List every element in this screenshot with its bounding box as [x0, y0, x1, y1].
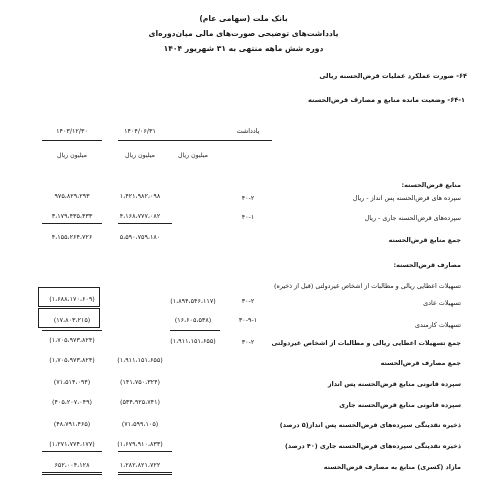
- unit-label-c3: میلیون ریال: [57, 152, 87, 159]
- total-line-c2: [118, 451, 172, 452]
- unit-label-c2: میلیون ریال: [125, 152, 155, 159]
- prior-date-header: ۱۴۰۳/۱۲/۳۰: [56, 127, 88, 135]
- company-name: بانک ملت (سهامی عام): [199, 14, 288, 23]
- row-label: تسهیلات کارمندی: [415, 321, 461, 329]
- row-value-prior: ۹۷۵،۸۲۹،۲۹۳: [54, 192, 90, 200]
- row-label: سپرده های قرض‌الحسنه پس انداز - ریال: [352, 194, 461, 202]
- period-title: دوره شش ماهه منتهی به ۳۱ شهریور ۱۴۰۴: [163, 44, 324, 53]
- row-label: منابع قرض‌الحسنه:: [401, 181, 461, 189]
- row-value-prior: (۱،۶۸۸،۱۷۰،۶۰۹): [49, 295, 95, 303]
- row-value-current: ۱،۴۲۱،۹۸۲،۰۹۸: [119, 192, 161, 200]
- current-date-underline: [118, 140, 272, 141]
- row-label: تسهیلات عادی: [423, 299, 461, 307]
- unit-label-c1: میلیون ریال: [178, 152, 208, 159]
- subsection-title: ۶۴-۱- وضعیت مانده منابع و مصارف قرض‌الحسنه: [308, 96, 465, 104]
- row-value-prior: ۶۵۲،۰۰۴،۱۲۸: [54, 461, 90, 469]
- row-value-c1: (۱،۹۱۱،۱۵۱،۶۵۵): [170, 337, 216, 345]
- document-title: یادداشت‌های توضیحی صورت‌های مالی میان‌دوره‌ای: [148, 29, 339, 38]
- row-value-c1: (۱۶،۶۰۵،۵۳۸): [174, 316, 212, 324]
- row-value-current: ۵،۵۹۰،۷۵۹،۱۸۰: [119, 233, 161, 241]
- row-value-prior: (۴۰۵،۲۰۷،۰۴۹): [51, 398, 92, 406]
- value-box-staff: [38, 308, 100, 328]
- subtotal-line-c3: [42, 223, 102, 224]
- note-column-header: یادداشت: [236, 127, 260, 135]
- double-line-c2-a: [118, 472, 172, 473]
- double-line-c3-b: [42, 474, 102, 475]
- row-note: ۳۰-۹-۱: [238, 316, 258, 324]
- row-value-current: ۱،۲۸۲،۸۲۱،۷۲۲: [119, 461, 161, 469]
- row-value-prior: (۱،۷۰۵،۹۷۳،۸۲۴): [49, 336, 95, 344]
- row-value-current: ۴،۱۶۸،۷۷۷،۰۸۲: [119, 212, 161, 220]
- row-label: جمع منابع قرض‌الحسنه: [388, 236, 461, 244]
- double-line-c3-a: [42, 472, 102, 473]
- subtotal-line-c3b: [42, 330, 102, 331]
- row-label: سپرده قانونی منابع قرض‌الحسنه پس انداز: [327, 380, 461, 388]
- row-label: تسهیلات اعطایی ریالی و مطالبات از اشخاص غیردولتی (قبل از ذخیره): [274, 282, 461, 290]
- row-note: ۴۰-۲: [241, 194, 255, 202]
- row-label: مصارف قرض‌الحسنه:: [393, 261, 461, 269]
- row-note: ۳۰-۲: [241, 338, 255, 346]
- value-box-ordinary: [38, 287, 100, 307]
- row-value-prior: (۴۸،۷۹۱،۴۶۵): [53, 420, 91, 428]
- row-label: جمع مصارف قرض‌الحسنه: [380, 359, 461, 367]
- row-label: جمع تسهیلات اعطایی ریالی و مطالبات از اشخاص غیردولتی: [271, 339, 461, 347]
- row-value-current: (۱،۹۱۱،۱۵۱،۶۵۵): [117, 356, 163, 364]
- prior-date-underline: [42, 140, 102, 141]
- row-value-prior: (۱،۲۷۱،۷۷۴،۱۷۷): [49, 440, 95, 448]
- row-label: ذخیره نقدینگی سپرده‌های قرض‌الحسنه پس انداز(۵ درصد): [279, 421, 461, 429]
- row-value-prior: ۳،۱۷۹،۴۳۵،۴۳۳: [51, 212, 93, 220]
- row-value-prior: (۱۷،۸۰۳،۲۱۵): [53, 316, 91, 324]
- row-note: ۴۰-۱: [241, 213, 255, 221]
- total-line-c3: [42, 451, 102, 452]
- subtotal-line-c1: [170, 330, 220, 331]
- row-value-c1: (۱،۸۹۴،۵۴۶،۱۱۷): [170, 297, 216, 305]
- row-value-current: (۱،۶۷۹،۹۱۰،۸۳۳): [117, 440, 163, 448]
- row-value-prior: (۷۱،۵۱۴،۰۹۴): [53, 378, 91, 386]
- subtotal-line-c2: [118, 223, 172, 224]
- row-value-prior: (۱،۷۰۵،۹۷۳،۸۲۴): [49, 356, 95, 364]
- row-value-prior: ۴،۱۵۵،۲۶۴،۷۲۶: [51, 233, 93, 241]
- row-value-current: (۷۱،۵۹۹،۱۰۵): [121, 420, 159, 428]
- current-date-header: ۱۴۰۴/۰۶/۳۱: [124, 127, 156, 135]
- row-label: سپرده قانونی منابع قرض‌الحسنه جاری: [339, 401, 461, 409]
- row-label: مازاد (کسری) منابع به مصارف قرض‌الحسنه: [323, 463, 461, 471]
- double-line-c2-b: [118, 474, 172, 475]
- row-note: ۳۰-۲: [241, 297, 255, 305]
- row-value-current: (۵۳۴،۹۲۵،۷۴۱): [119, 398, 160, 406]
- row-label: ذخیره نقدینگی سپرده‌های قرض‌الحسنه جاری (۴۰ درصد): [284, 442, 461, 450]
- section-title: ۶۴- صورت عملکرد عملیات قرض‌الحسنه ریالی: [319, 72, 467, 80]
- row-label: سپرده‌های قرض‌الحسنه جاری - ریال: [364, 214, 461, 222]
- row-value-current: (۱۴۱،۷۵۰،۳۲۴): [119, 378, 160, 386]
